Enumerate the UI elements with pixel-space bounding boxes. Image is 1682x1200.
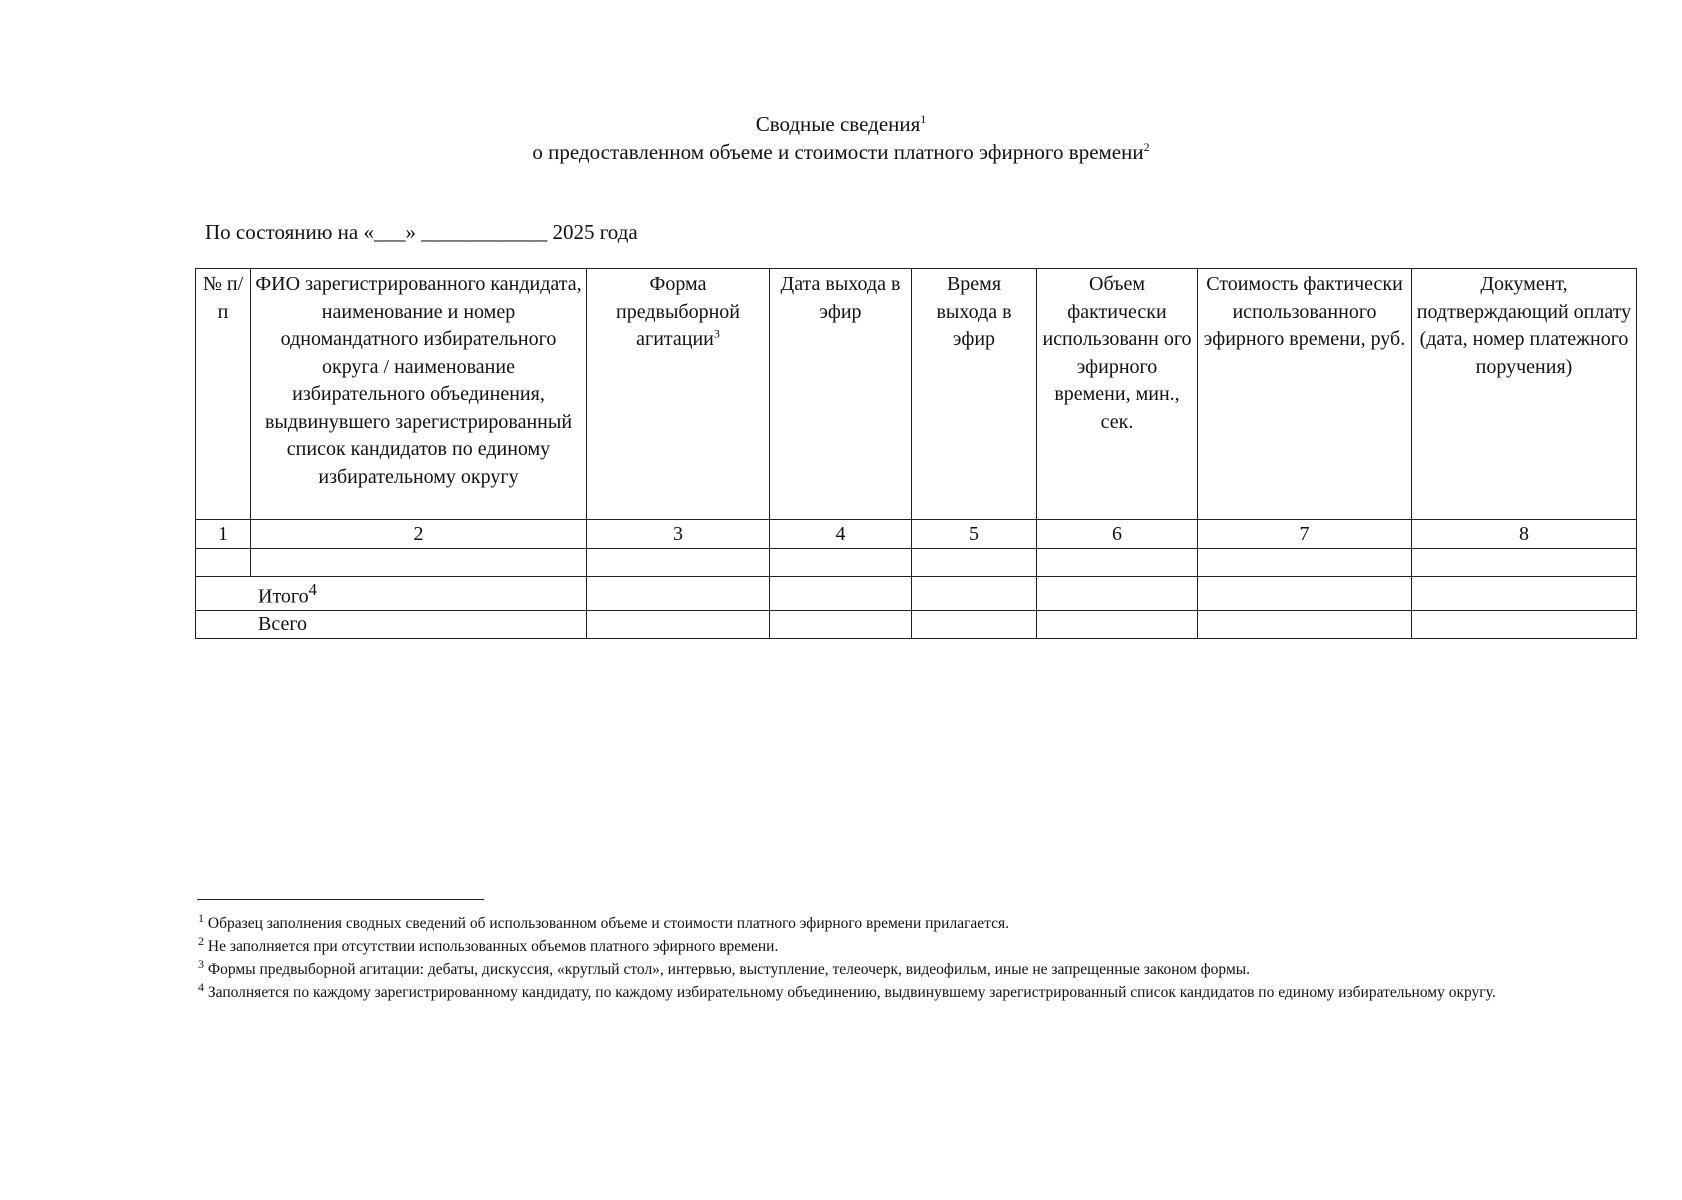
column-number: 3 xyxy=(587,520,770,549)
column-number: 4 xyxy=(770,520,912,549)
empty-cell xyxy=(1198,549,1412,577)
title-line-1: Сводные сведения$^1$ xyxy=(755,112,927,136)
footnote-3: $^3$ Формы предвыборной агитации: дебаты, дискуссия, «круглый стол», интервью, выступление, телеочерк, видеофильм, иные не запрещенные законом формы. xyxy=(198,956,1251,978)
footnote-1: $^1$ Образец заполнения сводных сведений об использованном объеме и стоимости платного эфирного времени прилагается. xyxy=(198,910,1010,932)
column-number-row xyxy=(196,520,1637,549)
header-airtime-volume: Объем фактически использованн ого эфирного времени, мин., сек. xyxy=(1037,269,1198,520)
footnote-mark: 2 xyxy=(198,933,204,948)
column-number: 7 xyxy=(1198,520,1412,549)
column-number: 2 xyxy=(251,520,587,549)
empty-cell xyxy=(251,549,587,577)
empty-cell xyxy=(912,549,1037,577)
column-number: 8 xyxy=(1412,520,1637,549)
total-row xyxy=(196,610,1637,638)
column-number: 6 xyxy=(1037,520,1198,549)
header-candidate-name: ФИО зарегистрированного кандидата, наименование и номер одномандатного избирательного округа / наименование избирательного объединения, выдвинувшего зарегистрированный список кандидатов по единому избирательному округу xyxy=(251,269,587,520)
subtotal-row xyxy=(196,577,1637,611)
header-agitation-form: Форма предвыборной агитации$^3$ xyxy=(587,269,770,520)
subtotal-footnote-mark-4: 4 xyxy=(308,580,317,599)
as-of-date-line: По состоянию на «___» ____________ 2025 года xyxy=(205,220,638,244)
document-title xyxy=(0,110,1682,166)
airtime-summary-table xyxy=(195,268,1637,639)
header-air-time: Время выхода в эфир xyxy=(912,269,1037,520)
empty-cell xyxy=(770,610,912,638)
subtotal-label: Итого$^4$ xyxy=(196,577,587,611)
empty-cell xyxy=(587,610,770,638)
empty-cell xyxy=(1037,549,1198,577)
empty-cell xyxy=(770,577,912,611)
empty-cell xyxy=(912,577,1037,611)
empty-cell xyxy=(1412,549,1637,577)
empty-cell xyxy=(196,549,251,577)
empty-cell xyxy=(1198,610,1412,638)
title-line-2: о предоставленном объеме и стоимости платного эфирного времени$^2$ xyxy=(532,140,1150,164)
title-footnote-mark-1: 1 xyxy=(920,112,927,126)
empty-cell xyxy=(1412,610,1637,638)
header-row-number: № п/п xyxy=(196,269,251,520)
empty-cell xyxy=(587,577,770,611)
footnote-2: $^2$ Не заполняется при отсутствии использованных объемов платного эфирного времени. xyxy=(198,933,779,955)
empty-cell xyxy=(587,549,770,577)
data-entry-row xyxy=(196,549,1637,577)
footnote-mark: 4 xyxy=(198,979,204,994)
header-footnote-mark-3: 3 xyxy=(713,326,720,341)
header-row xyxy=(196,269,1637,520)
empty-cell xyxy=(1037,610,1198,638)
footnote-separator xyxy=(197,899,484,900)
total-label: Всего xyxy=(196,610,587,638)
column-number: 5 xyxy=(912,520,1037,549)
empty-cell xyxy=(1037,577,1198,611)
empty-cell xyxy=(1198,577,1412,611)
title-footnote-mark-2: 2 xyxy=(1143,140,1150,154)
header-air-date: Дата выхода в эфир xyxy=(770,269,912,520)
footnote-mark: 1 xyxy=(198,910,204,925)
empty-cell xyxy=(912,610,1037,638)
header-payment-document: Документ, подтверждающий оплату (дата, номер платежного поручения) xyxy=(1412,269,1637,520)
footnote-4: $^4$ Заполняется по каждому зарегистрированному кандидату, по каждому избирательному объединению, выдвинувшему зарегистрированный список кандидатов по единому избирательному округу. xyxy=(198,979,1496,1001)
footnote-mark: 3 xyxy=(198,956,204,971)
empty-cell xyxy=(1412,577,1637,611)
column-number: 1 xyxy=(196,520,251,549)
empty-cell xyxy=(770,549,912,577)
footnotes xyxy=(198,912,1628,1004)
header-airtime-cost: Стоимость фактически использованного эфирного времени, руб. xyxy=(1198,269,1412,520)
